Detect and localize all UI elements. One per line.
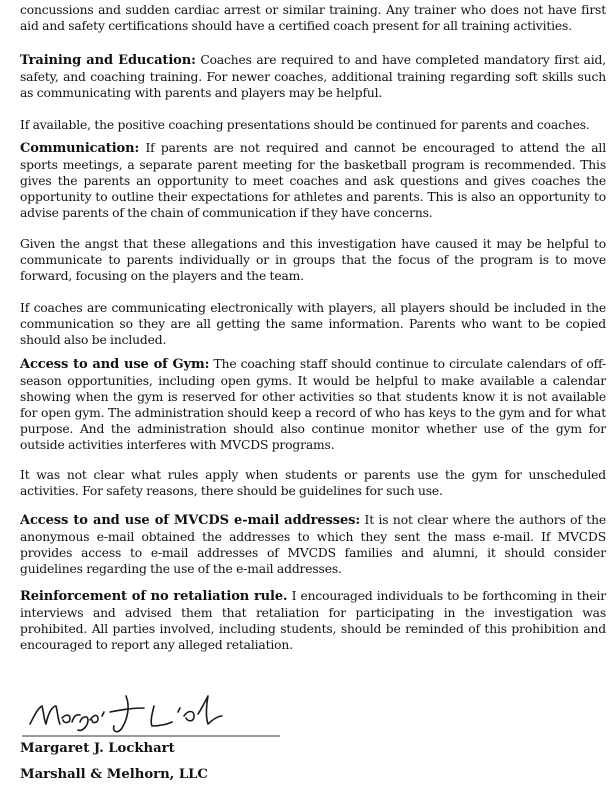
paragraph-electronic-communication [20,300,606,348]
paragraph-email-addresses [20,512,606,577]
paragraph-text: Coaches are required to and have completed mandatory first aid, safety, and coaching training. For newer coaches, additional training regarding soft skills such as communicating with parents and players may be helpful. [20,53,606,100]
law-firm-name: Marshall & Melhorn, LLC [20,767,208,782]
section-heading: Access to and use of MVCDS e-mail addresses: [20,513,361,528]
section-heading: Reinforcement of no retaliation rule. [20,589,288,604]
paragraph-gym-access [20,356,606,453]
paragraph-text: concussions and sudden cardiac arrest or similar training. Any trainer who does not have first aid and safety certifications should have a certified coach present for all training activities. [20,3,606,33]
paragraph-text: It is not clear where the authors of the anonymous e-mail obtained the addresses to which they sent the mass e-mail. If MVCDS provides access to e-mail addresses of MVCDS families and alumni, it should consider guidelines regarding the use of the e-mail addresses. [20,513,606,576]
paragraph-gym-rules [20,467,606,499]
signer-name: Margaret J. Lockhart [20,741,175,756]
paragraph-text: If available, the positive coaching presentations should be continued for parents and coaches. [20,118,590,132]
section-heading: Access to and use of Gym: [20,357,210,372]
paragraph-text: I encouraged individuals to be forthcoming in their interviews and advised them that retaliation for participating in the investigation was prohibited. All parties involved, including students, should be reminded of this prohibition and encouraged to report any alleged retaliation. [20,589,606,652]
handwritten-signature [22,686,282,746]
paragraph-angst [20,236,606,284]
paragraph-positive-coaching [20,117,606,133]
paragraph-text: If coaches are communicating electronically with players, all players should be included in the communication so they are all getting the same information. Parents who want to be copied should also be included. [20,301,606,347]
paragraph-training-education [20,52,606,101]
paragraph-retaliation [20,588,606,653]
paragraph-text: If parents are not required and cannot be encouraged to attend the all sports meetings, a separate parent meeting for the basketball program is recommended. This gives the parents an opportunity to meet coaches and ask questions and gives coaches the opportunity to outline their expectations for athletes and parents. This is also an opportunity to advise parents of the chain of communication if they have concerns. [20,141,606,220]
paragraph-text: It was not clear what rules apply when students or parents use the gym for unscheduled activities. For safety reasons, there should be guidelines for such use. [20,468,606,498]
section-heading: Communication: [20,141,140,156]
paragraph-text: The coaching staff should continue to circulate calendars of off-season opportunities, including open gyms. It would be helpful to make available a calendar showing when the gym is reserved for other activities so that students know it is not available for open gym. The administration should keep a record of who has keys to the gym and for what purpose. And the administration should also continue monitor whether use of the gym for outside activities interferes with MVCDS programs. [20,357,606,452]
paragraph-training-cont [20,2,606,34]
paragraph-communication [20,140,606,221]
paragraph-text: Given the angst that these allegations and this investigation have caused it may be helpful to communicate to parents individually or in groups that the focus of the program is to move forward, focusing on the players and the team. [20,237,606,283]
section-heading: Training and Education: [20,53,196,68]
